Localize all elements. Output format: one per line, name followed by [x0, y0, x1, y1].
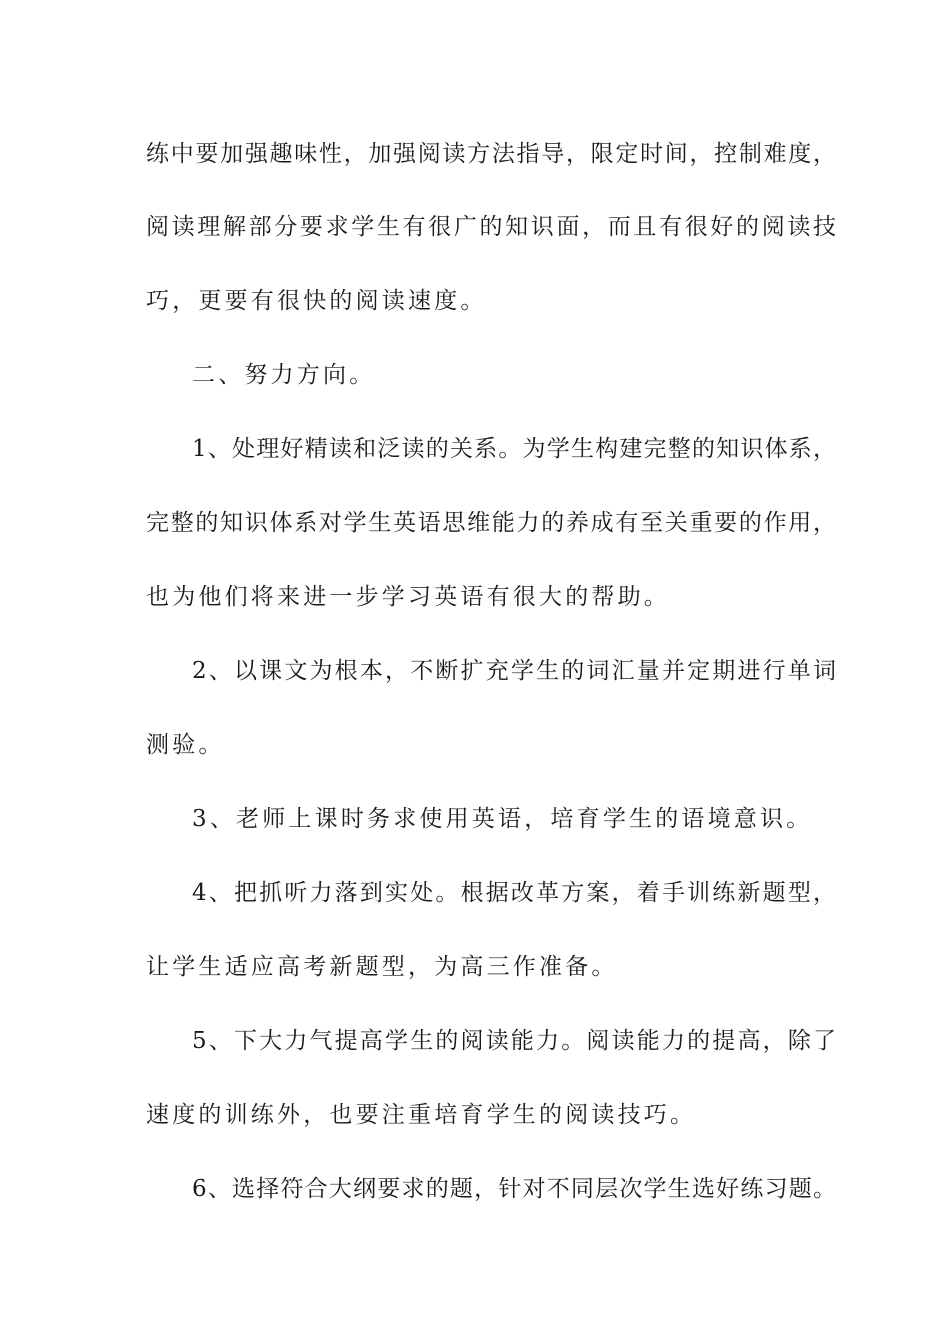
list-item-3-line: 3、老师上课时务求使用英语，培育学生的语境意识。: [192, 806, 813, 832]
list-item-2-line: 测验。: [146, 732, 225, 758]
list-item-1-line: 1、处理好精读和泛读的关系。为学生构建完整的知识体系，: [192, 436, 836, 462]
paragraph-line: 巧，更要有很快的阅读速度。: [146, 288, 487, 314]
list-item-5-line: 5、下大力气提高学生的阅读能力。阅读能力的提高，除了: [192, 1028, 836, 1054]
section-heading: 二、努力方向。: [192, 362, 376, 388]
list-item-4-line: 让学生适应高考新题型，为高三作准备。: [146, 954, 618, 980]
list-item-4-line: 4、把抓听力落到实处。根据改革方案，着手训练新题型，: [192, 880, 836, 906]
list-item-5-line: 速度的训练外，也要注重培育学生的阅读技巧。: [146, 1102, 697, 1128]
list-item-6-line: 6、选择符合大纲要求的题，针对不同层次学生选好练习题。: [192, 1176, 836, 1202]
list-item-2-line: 2、以课文为根本，不断扩充学生的词汇量并定期进行单词: [192, 658, 836, 684]
paragraph-line: 练中要加强趣味性，加强阅读方法指导，限定时间，控制难度，: [146, 141, 836, 167]
list-item-1-line: 也为他们将来进一步学习英语有很大的帮助。: [146, 584, 670, 610]
paragraph-line: 阅读理解部分要求学生有很广的知识面，而且有很好的阅读技: [146, 214, 836, 240]
list-item-1-line: 完整的知识体系对学生英语思维能力的养成有至关重要的作用，: [146, 510, 836, 536]
